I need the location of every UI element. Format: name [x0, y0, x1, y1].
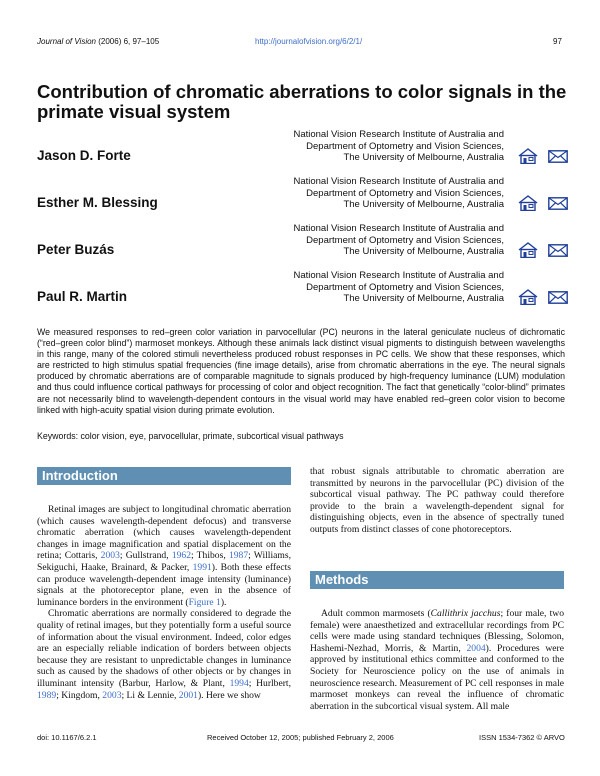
author-affiliation — [244, 176, 504, 211]
journal-citation: (2006) 6, 97–105 — [98, 37, 160, 46]
email-icon[interactable] — [548, 291, 568, 304]
text-run: ). Here we show — [197, 689, 261, 701]
text-run: ; four male, two female) were anaesthetized and extracellular recordings from PC cells were made using standard techniques (Blessing, Solomon, Hashemi-Nezhad, Morris, & Martin, — [310, 608, 564, 654]
text-run: Adult common marmosets ( — [321, 608, 431, 619]
author-block-4 — [37, 270, 568, 314]
affiliation-line: Department of Optometry and Vision Sciences, — [306, 234, 504, 246]
email-icon[interactable] — [548, 244, 568, 257]
figure-link[interactable]: Figure 1 — [188, 596, 221, 608]
affiliation-line: National Vision Research Institute of Australia and — [293, 129, 504, 140]
author-block-2 — [37, 176, 568, 220]
paragraph — [37, 608, 291, 701]
home-page-icon[interactable] — [518, 195, 538, 211]
author-block-1 — [37, 129, 568, 173]
citation-link[interactable]: 2004 — [466, 642, 486, 654]
introduction-body — [37, 504, 291, 701]
author-affiliation — [244, 223, 504, 258]
text-run: ; Williams, Sekiguchi, Haake, Brainard, & Packer, — [37, 550, 291, 573]
affiliation-line: National Vision Research Institute of Australia and — [293, 223, 504, 234]
author-block-3 — [37, 223, 568, 267]
author-name: Peter Buzás — [37, 242, 115, 257]
text-run: ; Gullstrand, — [119, 550, 172, 562]
citation-link[interactable]: 2001 — [178, 689, 198, 701]
running-header-journal — [37, 37, 159, 46]
methods-body — [310, 608, 564, 712]
author-affiliation — [244, 270, 504, 305]
home-page-icon[interactable] — [518, 242, 538, 258]
keywords: Keywords: color vision, eye, parvocellular, primate, subcortical visual pathways — [37, 431, 344, 441]
issn: ISSN 1534-7362 © ARVO — [479, 733, 565, 742]
section-heading-introduction: Introduction — [37, 467, 291, 485]
text-run: Retinal images are subject to longitudinal chromatic aberration (which causes wavelength-dependent defocus) and transverse chromatic aberration (which causes wavelength-dependent changes in image magnification and spatial displacement on the retina; Cottaris, — [37, 504, 291, 562]
text-run: Chromatic aberrations are normally considered to degrade the quality of retinal images, but they potentially form a useful source of information about the visual environment. Indeed, color edges are an especially reliable indication of borders between objects because they are resistant to unpredictable changes in luminance such as caused by the shadows of other objects or by changes in illuminant intensity (Barbur, Harlow, & Plant, — [37, 608, 291, 689]
text-run: ). Both these effects can produce wavelength-dependent image intensity (luminance) signals at the photoreceptor plane, even in the absence of luminance borders in the environment ( — [37, 561, 291, 608]
journal-url-link[interactable]: http://journalofvision.org/6/2/1/ — [255, 37, 363, 46]
citation-link[interactable]: 2003 — [100, 550, 120, 562]
paragraph — [310, 608, 564, 712]
citation-link[interactable]: 1989 — [37, 689, 57, 701]
affiliation-line: National Vision Research Institute of Australia and — [293, 176, 504, 187]
page-number: 97 — [553, 37, 562, 46]
text-run: ; Thibos, — [191, 550, 229, 562]
author-name: Paul R. Martin — [37, 289, 128, 304]
affiliation-line: The University of Melbourne, Australia — [343, 152, 504, 163]
right-column-intro-continuation — [310, 466, 564, 536]
journal-name: Journal of Vision — [37, 37, 96, 46]
received-date: Received October 12, 2005; published February 2, 2006 — [207, 733, 394, 742]
email-icon[interactable] — [548, 197, 568, 210]
author-name: Jason D. Forte — [37, 148, 131, 163]
home-page-icon[interactable] — [518, 148, 538, 164]
section-heading-methods: Methods — [310, 571, 564, 589]
text-run: ; Li & Lennie, — [121, 689, 179, 701]
citation-link[interactable]: 1991 — [192, 561, 212, 573]
affiliation-line: The University of Melbourne, Australia — [343, 246, 504, 257]
citation-link[interactable]: 1962 — [171, 550, 191, 562]
affiliation-line: The University of Melbourne, Australia — [343, 293, 504, 304]
paragraph: that robust signals attributable to chromatic aberration are transmitted by neurons in the parvocellular (PC) division of the subcortical visual pathway. The PC pathway could therefore provide to the brain a wavelength-dependent signal for distinguishing objects, even in the absence of spectrally tuned outputs from distinct classes of cone photoreceptors. — [310, 466, 564, 535]
affiliation-line: Department of Optometry and Vision Sciences, — [306, 281, 504, 293]
affiliation-line: Department of Optometry and Vision Sciences, — [306, 140, 504, 152]
affiliation-line: Department of Optometry and Vision Sciences, — [306, 187, 504, 199]
species-name: Callithrix jacchus — [430, 608, 501, 619]
text-run: ; Kingdom, — [56, 689, 103, 701]
home-page-icon[interactable] — [518, 289, 538, 305]
email-icon[interactable] — [548, 150, 568, 163]
author-affiliation — [244, 129, 504, 164]
abstract: We measured responses to red–green color variation in parvocellular (PC) neurons in the lateral geniculate nucleus of dichromatic (“red–green color blind”) marmoset monkeys. Although these animals lack distinct visual pigments to distinguish between wavelengths in this range, many of the colored stimuli nevertheless produced robust responses in PC cells. We show that these responses, which are restricted to high stimulus spatial frequencies (fine image details), arise from chromatic aberrations in the eye. The neural signals produced by chromatic aberrations are of comparable magnitude to signals produced by high-frequency luminance (LUM) modulation and thus could influence cortical pathways for processing of color and object recognition. The fact that genetically “color-blind” primates are not necessarily blind to wavelength-dependent contours in the visual world may have enabled red–green color vision to become linked with high-acuity spatial vision during primate evolution. — [37, 327, 565, 415]
paper-title: Contribution of chromatic aberrations to color signals in the primate visual system — [37, 81, 567, 122]
paragraph — [37, 504, 291, 608]
affiliation-line: National Vision Research Institute of Australia and — [293, 270, 504, 281]
text-run: ). Procedures were approved by institutional ethics committee and conformed to the Society for Neuroscience policy on the use of animals in neuroscience research. Measurement of PC cell responses in male marmoset monkeys can reveal the influence of chromatic aberration in the subcortical visual system. All male — [310, 642, 565, 712]
citation-link[interactable]: 2003 — [102, 689, 122, 701]
text-run: ). — [220, 596, 227, 608]
citation-link[interactable]: 1994 — [229, 677, 249, 689]
citation-link[interactable]: 1987 — [228, 550, 249, 562]
affiliation-line: The University of Melbourne, Australia — [343, 199, 504, 210]
author-name: Esther M. Blessing — [37, 195, 158, 210]
doi: doi: 10.1167/6.2.1 — [37, 733, 97, 742]
text-run: ; Hurlbert, — [248, 677, 291, 689]
